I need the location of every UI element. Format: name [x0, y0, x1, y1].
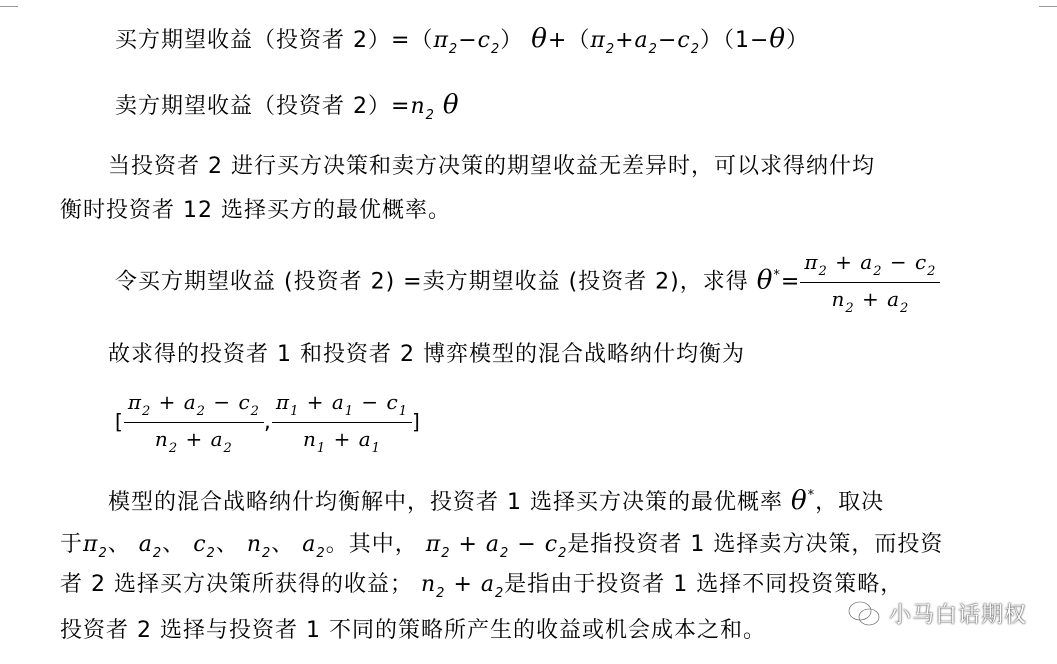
- buyer-expected-return-equation: 买方期望收益（投资者 $2)=(\pi_2-c_2)$ $\theta+(\pi_2+a_2-c_2)(1-\theta)$: [115, 24, 810, 57]
- watermark: [847, 598, 1027, 629]
- buyer-label: 买方期望收益（投资者 2）=（: [115, 28, 434, 53]
- equilibrium-fraction-1: $\frac{\pi_2 + a_2 - c_2}{n_2 + a_2}$: [124, 388, 264, 457]
- equilibrium-fraction-2: $\frac{\pi_1 + a_1 - c_1}{n_1 + a_1}$: [272, 388, 412, 457]
- equilibrium-vector: [ $\frac{\pi_2 + a_2 - c_2}{n_2 + a_2}$ , $\frac{\pi_1 + a_1 - c_1}{n_1 + a_1}$ ]: [115, 390, 421, 456]
- theta-star-fraction: $\frac{\pi_2 + a_2 - c_2}{n_2 + a_2}$: [800, 248, 940, 317]
- paragraph-3-line-1: 模型的混合战略纳什均衡解中，投资者 1 选择买方决策的最优概率 θ*，取决: [108, 486, 885, 516]
- equality-condition-line: 令买方期望收益 (投资者 2) =卖方期望收益 (投资者 2)，求得 θ*= $\frac{\pi_2 + a_2 - c_2}{n_2 + a_2}$: [115, 248, 940, 317]
- paragraph-3-line-2: 于$\pi_2$、 $a_2$、 $c_2$、 $n_2$、 $a_2$。其中， $\pi_2 + a_2 - c_2$是指投资者 1 选择卖方决策，而投资: [60, 532, 944, 561]
- seller-label: 卖方期望收益（投资者 2）=: [115, 94, 411, 119]
- paragraph-3-line-4: 投资者 2 选择与投资者 1 不同的策略所产生的收益或机会成本之和。: [60, 618, 766, 643]
- paragraph-1-line-2: 衡时投资者 12 选择买方的最优概率。: [60, 198, 451, 223]
- paragraph-3-line-3: 者 2 选择买方决策所获得的收益； $n_2 + a_2$是指由于投资者 1 选择不同投资策略，: [60, 572, 904, 601]
- seller-expected-return-equation: 卖方期望收益（投资者 $2)=n_2$ θ: [115, 90, 460, 123]
- wechat-icon: [847, 600, 881, 628]
- page-corner-mark-left: [0, 0, 18, 7]
- watermark-text: 小马白话期权: [888, 603, 1027, 628]
- paragraph-2: 故求得的投资者 1 和投资者 2 博弈模型的混合战略纳什均衡为: [108, 342, 745, 367]
- page-corner-mark-right: [1039, 0, 1057, 7]
- paragraph-1-line-1: 当投资者 2 进行买方决策和卖方决策的期望收益无差异时，可以求得纳什均: [108, 154, 875, 179]
